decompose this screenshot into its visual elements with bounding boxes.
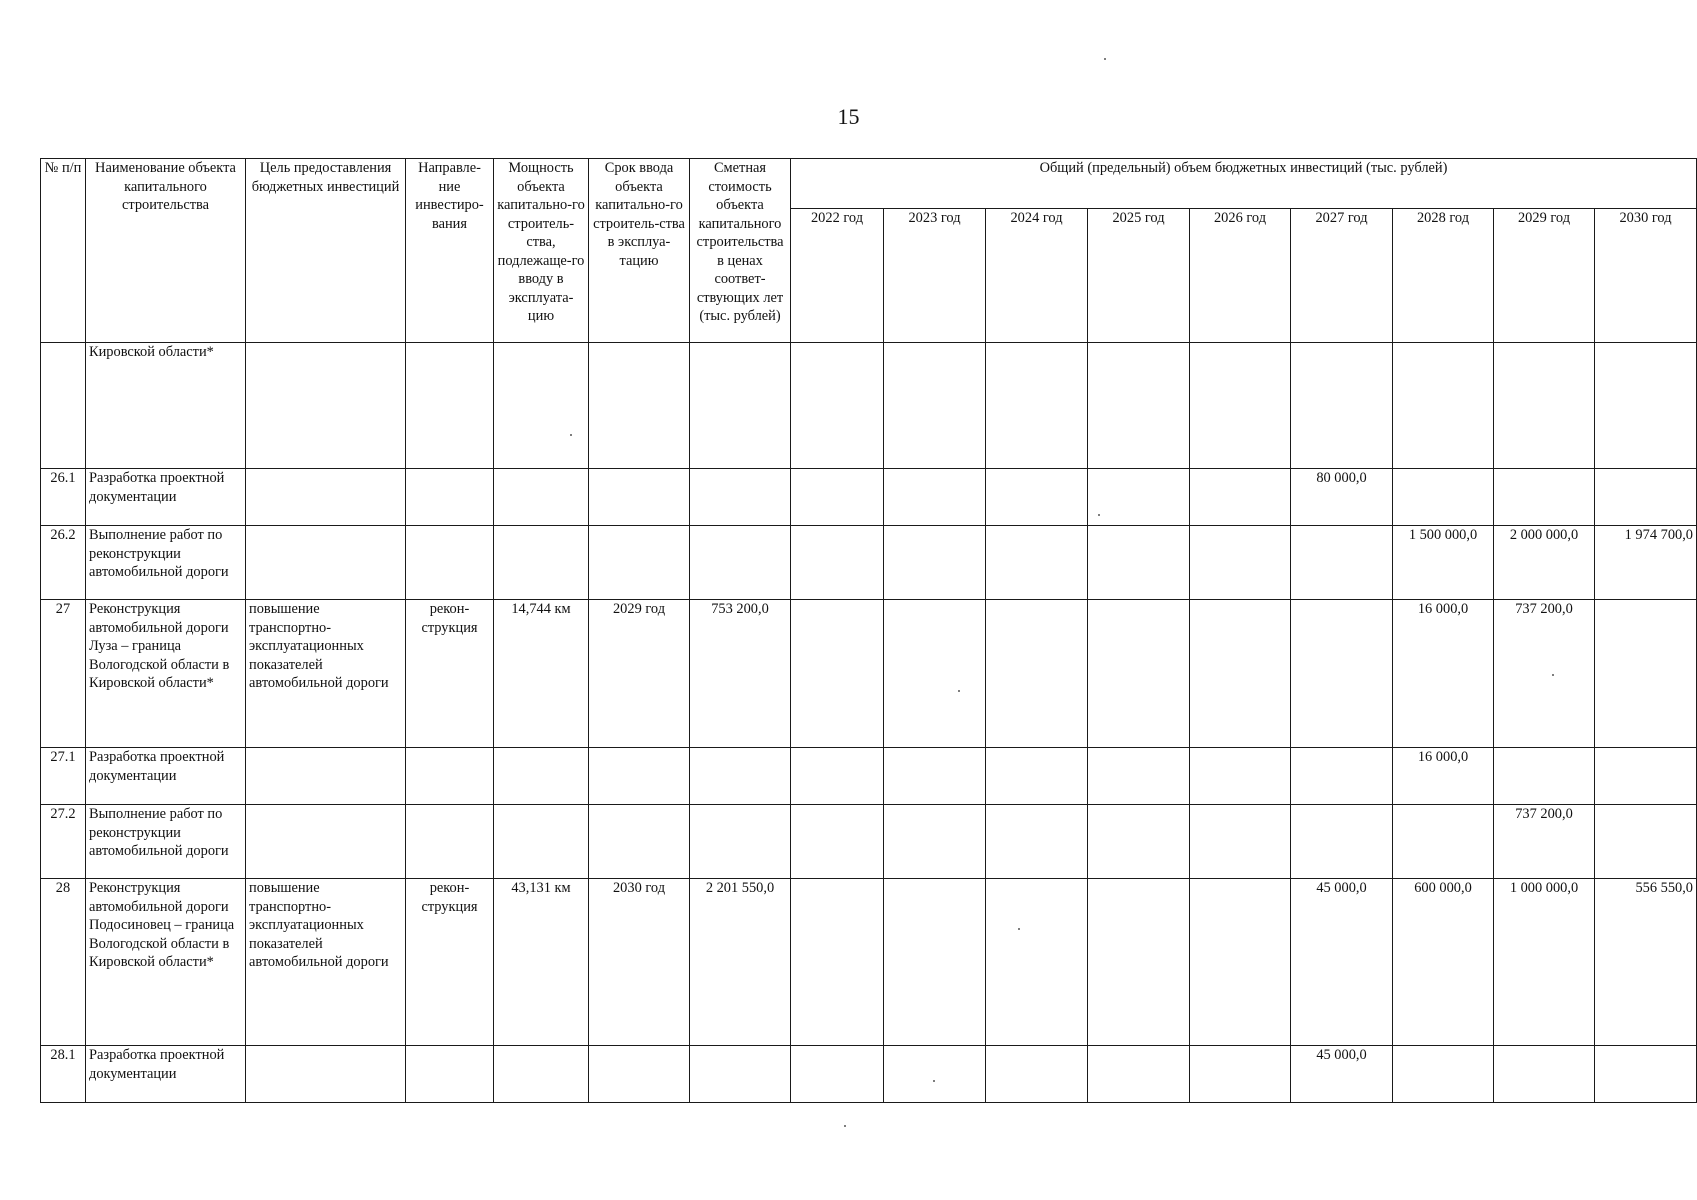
row-no: 26.1 <box>41 469 86 526</box>
row-term: 2030 год <box>589 879 690 1046</box>
row-year-value <box>884 748 986 805</box>
row-year-value <box>791 805 884 879</box>
page-number: 15 <box>837 104 860 129</box>
row-year-value <box>1494 1046 1595 1103</box>
row-year-value <box>1088 469 1190 526</box>
row-year-value <box>1190 343 1291 469</box>
row-year-value <box>986 805 1088 879</box>
row-goal <box>246 805 406 879</box>
row-direction <box>406 469 494 526</box>
row-goal <box>246 469 406 526</box>
row-year-value <box>791 343 884 469</box>
table-row <box>41 879 1697 1046</box>
row-year-value <box>986 343 1088 469</box>
row-cost: 753 200,0 <box>690 600 791 748</box>
header-year: 2029 год <box>1494 209 1595 343</box>
row-capacity: 43,131 км <box>494 879 589 1046</box>
row-year-value <box>1190 469 1291 526</box>
row-name: Разработка проектной документации <box>86 1046 246 1103</box>
header-year: 2022 год <box>791 209 884 343</box>
row-year-value <box>986 526 1088 600</box>
row-no: 27 <box>41 600 86 748</box>
table-row <box>41 526 1697 600</box>
table-row <box>41 805 1697 879</box>
header-name: Наименование объекта капитального строительства <box>86 159 246 343</box>
row-goal: повышение транспортно-эксплуатационных показателей автомобильной дороги <box>246 600 406 748</box>
row-goal <box>246 1046 406 1103</box>
row-no: 27.1 <box>41 748 86 805</box>
header-year: 2023 год <box>884 209 986 343</box>
row-year-value <box>1595 469 1697 526</box>
row-year-value <box>1190 1046 1291 1103</box>
scan-speck <box>1098 514 1100 516</box>
scan-speck <box>1018 928 1020 930</box>
row-year-value <box>1190 600 1291 748</box>
row-year-value <box>1088 600 1190 748</box>
table-row <box>41 343 1697 469</box>
row-year-value <box>791 1046 884 1103</box>
header-term: Срок ввода объекта капитально-го строитель-ства в эксплуа-тацию <box>589 159 690 343</box>
row-cost <box>690 343 791 469</box>
header-year: 2030 год <box>1595 209 1697 343</box>
row-capacity <box>494 469 589 526</box>
row-year-value <box>1595 600 1697 748</box>
row-year-value <box>1494 469 1595 526</box>
row-direction: рекон-струкция <box>406 600 494 748</box>
row-cost <box>690 748 791 805</box>
row-goal <box>246 748 406 805</box>
row-year-value: 45 000,0 <box>1291 879 1393 1046</box>
row-year-value <box>1088 343 1190 469</box>
row-year-value <box>1393 343 1494 469</box>
table-row <box>41 469 1697 526</box>
row-year-value: 45 000,0 <box>1291 1046 1393 1103</box>
row-capacity <box>494 1046 589 1103</box>
investment-table <box>40 158 1697 1103</box>
row-no: 26.2 <box>41 526 86 600</box>
row-year-value <box>1190 748 1291 805</box>
row-term <box>589 343 690 469</box>
row-no <box>41 343 86 469</box>
row-year-value <box>1595 805 1697 879</box>
header-capacity: Мощность объекта капитально-го строитель-ства, подлежаще-го вводу в эксплуата-цию <box>494 159 589 343</box>
row-no: 28 <box>41 879 86 1046</box>
row-no: 28.1 <box>41 1046 86 1103</box>
row-year-value <box>1595 1046 1697 1103</box>
row-name: Разработка проектной документации <box>86 469 246 526</box>
row-year-value <box>1291 343 1393 469</box>
row-term: 2029 год <box>589 600 690 748</box>
row-no: 27.2 <box>41 805 86 879</box>
table-row <box>41 748 1697 805</box>
row-cost <box>690 526 791 600</box>
row-year-value <box>1190 879 1291 1046</box>
row-year-value <box>1088 526 1190 600</box>
row-year-value <box>1190 805 1291 879</box>
row-year-value <box>1393 805 1494 879</box>
row-direction <box>406 748 494 805</box>
row-year-value <box>1291 526 1393 600</box>
row-year-value <box>1190 526 1291 600</box>
row-term <box>589 469 690 526</box>
scan-speck <box>1552 674 1554 676</box>
row-year-value <box>986 600 1088 748</box>
row-year-value <box>986 879 1088 1046</box>
row-year-value: 1 000 000,0 <box>1494 879 1595 1046</box>
row-year-value <box>791 600 884 748</box>
row-direction <box>406 343 494 469</box>
scan-speck <box>1104 58 1106 60</box>
table-row <box>41 600 1697 748</box>
row-year-value <box>1393 469 1494 526</box>
row-year-value: 556 550,0 <box>1595 879 1697 1046</box>
row-year-value <box>1494 748 1595 805</box>
row-year-value: 16 000,0 <box>1393 600 1494 748</box>
scan-speck <box>570 434 572 436</box>
row-capacity <box>494 805 589 879</box>
row-year-value <box>986 748 1088 805</box>
row-year-value <box>1595 343 1697 469</box>
row-year-value <box>791 469 884 526</box>
row-year-value <box>791 748 884 805</box>
row-year-value <box>986 469 1088 526</box>
row-name: Реконструкция автомобильной дороги Подосиновец – граница Вологодской области в Кировской области* <box>86 879 246 1046</box>
scan-speck <box>933 1080 935 1082</box>
row-year-value: 16 000,0 <box>1393 748 1494 805</box>
row-year-value <box>1291 600 1393 748</box>
row-year-value <box>791 526 884 600</box>
row-capacity <box>494 748 589 805</box>
row-year-value <box>884 1046 986 1103</box>
row-direction: рекон-струкция <box>406 879 494 1046</box>
row-name: Реконструкция автомобильной дороги Луза – граница Вологодской области в Кировской области* <box>86 600 246 748</box>
header-no: № п/п <box>41 159 86 343</box>
row-year-value <box>1494 343 1595 469</box>
row-goal <box>246 343 406 469</box>
header-goal: Цель предоставления бюджетных инвестиций <box>246 159 406 343</box>
row-term <box>589 526 690 600</box>
row-year-value <box>1595 748 1697 805</box>
row-name: Выполнение работ по реконструкции автомобильной дороги <box>86 526 246 600</box>
row-year-value: 600 000,0 <box>1393 879 1494 1046</box>
row-direction <box>406 526 494 600</box>
row-direction <box>406 1046 494 1103</box>
row-year-value: 737 200,0 <box>1494 600 1595 748</box>
row-year-value: 80 000,0 <box>1291 469 1393 526</box>
row-year-value <box>884 526 986 600</box>
header-cost: Сметная стоимость объекта капитального строительства в ценах соответ-ствующих лет (тыс. рублей) <box>690 159 791 343</box>
header-year: 2027 год <box>1291 209 1393 343</box>
row-capacity <box>494 343 589 469</box>
header-year: 2028 год <box>1393 209 1494 343</box>
row-capacity: 14,744 км <box>494 600 589 748</box>
row-term <box>589 805 690 879</box>
row-year-value: 737 200,0 <box>1494 805 1595 879</box>
row-year-value <box>791 879 884 1046</box>
scan-speck <box>844 1125 846 1127</box>
row-cost <box>690 805 791 879</box>
row-year-value: 1 500 000,0 <box>1393 526 1494 600</box>
row-year-value <box>884 879 986 1046</box>
header-year: 2024 год <box>986 209 1088 343</box>
row-year-value: 2 000 000,0 <box>1494 526 1595 600</box>
row-year-value <box>884 600 986 748</box>
header-year: 2025 год <box>1088 209 1190 343</box>
row-goal <box>246 526 406 600</box>
row-term <box>589 748 690 805</box>
row-year-value <box>1291 805 1393 879</box>
row-year-value <box>1088 748 1190 805</box>
row-capacity <box>494 526 589 600</box>
header-year: 2026 год <box>1190 209 1291 343</box>
header-direction: Направле-ние инвестиро-вания <box>406 159 494 343</box>
header-total: Общий (предельный) объем бюджетных инвестиций (тыс. рублей) <box>791 159 1697 209</box>
row-cost: 2 201 550,0 <box>690 879 791 1046</box>
row-name: Кировской области* <box>86 343 246 469</box>
row-year-value <box>884 469 986 526</box>
row-year-value <box>1291 748 1393 805</box>
row-direction <box>406 805 494 879</box>
row-cost <box>690 1046 791 1103</box>
row-year-value <box>986 1046 1088 1103</box>
table-row <box>41 1046 1697 1103</box>
row-year-value <box>1088 1046 1190 1103</box>
row-name: Выполнение работ по реконструкции автомобильной дороги <box>86 805 246 879</box>
row-year-value <box>1088 879 1190 1046</box>
row-goal: повышение транспортно-эксплуатационных показателей автомобильной дороги <box>246 879 406 1046</box>
row-term <box>589 1046 690 1103</box>
row-year-value <box>1088 805 1190 879</box>
row-year-value <box>884 805 986 879</box>
scan-speck <box>958 690 960 692</box>
row-cost <box>690 469 791 526</box>
row-year-value <box>884 343 986 469</box>
row-year-value: 1 974 700,0 <box>1595 526 1697 600</box>
row-name: Разработка проектной документации <box>86 748 246 805</box>
row-year-value <box>1393 1046 1494 1103</box>
